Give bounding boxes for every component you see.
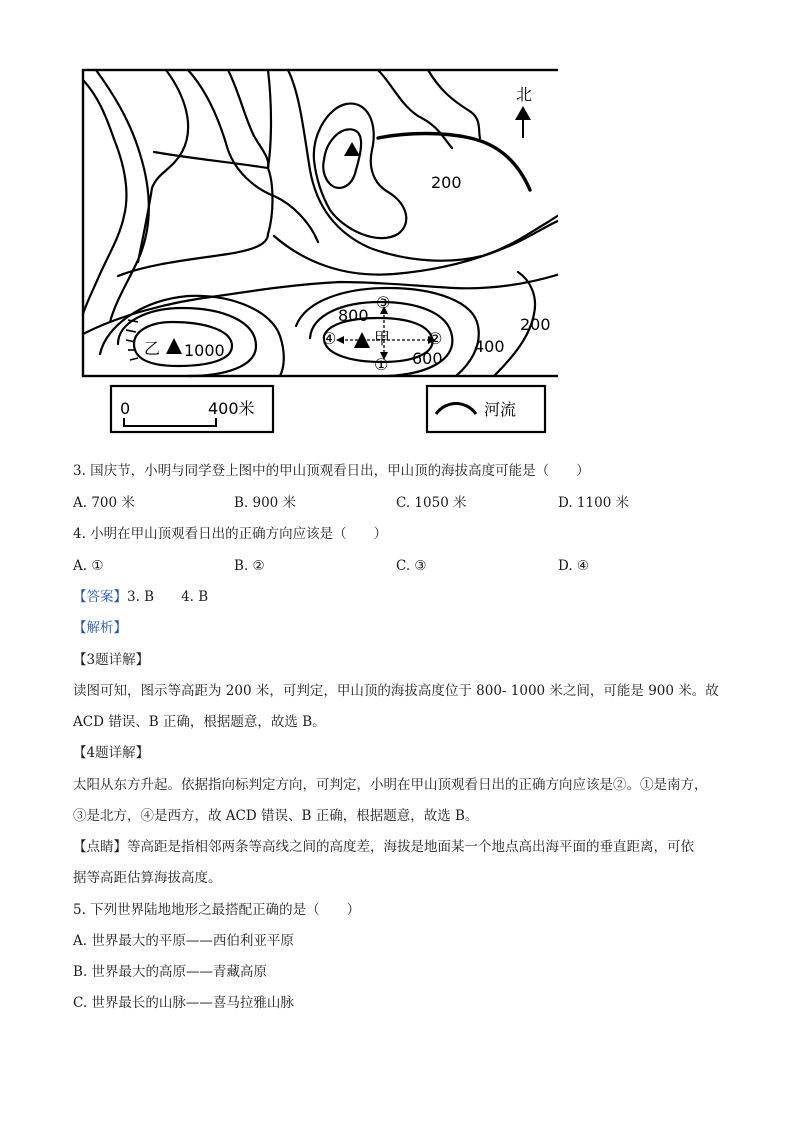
q4-option-b: B. ② [234,558,265,574]
contour-line [228,70,268,168]
d3-line2: ACD 错误、B 正确，根据题意，故选 B。 [73,714,326,730]
place-label: 甲 [374,329,391,348]
direction-marker: ① [374,355,389,374]
q3-stem: 3. 国庆节，小明与同学登上图中的甲山顶观看日出，甲山顶的海拔高度可能是（ ） [73,463,590,479]
map-frame [83,70,558,376]
peak-triangle-icon [344,142,360,156]
north-arrow-icon [515,106,531,120]
legend-label: 河流 [484,400,517,419]
q5-stem: 5. 下列世界陆地地形之最搭配正确的是（ ） [73,902,361,918]
peak-triangle-icon [166,338,182,354]
tip-line1 [73,837,694,857]
contour-line [83,80,126,314]
answer-text: 3. B 4. B [127,589,209,605]
d4-title: 【4题详解】 [73,745,150,761]
d4-line1: 太阳从东方升起。依据指向标判定方向，可判定，小明在甲山顶观看日出的正确方向应该是②。①是南方， [73,777,708,793]
tip-tag: 【点睛】 [73,839,127,855]
contour-line [323,129,361,188]
north-label: 北 [516,85,533,104]
contour-label: 600 [412,349,443,368]
analysis-tag: 【解析】 [73,620,127,636]
scale-bar [124,418,216,426]
contour-line [314,104,406,239]
tip-text: 等高距是指相邻两条等高线之间的高度差，海拔是地面某一个地点高出海平面的垂直距离，可依 [127,839,694,855]
contour-line [152,70,188,188]
contour-label: 800 [338,306,369,325]
q4-option-a: A. ① [73,558,104,574]
answer-line [73,587,208,607]
answer-tag: 【答案】 [73,589,127,605]
q4-option-d: D. ④ [558,558,590,574]
d3-line1: 读图可知，图示等高距为 200 米，可判定，甲山顶的海拔高度位于 800- 1000 米之间，可能是 900 米。故 [73,683,719,699]
contour-line [188,70,318,242]
q4-option-c: C. ③ [396,558,427,574]
d3-title: 【3题详解】 [73,652,150,668]
contour-line [268,70,271,168]
q4-stem: 4. 小明在甲山顶观看日出的正确方向应该是（ ） [73,526,388,542]
contour-label: 400 [474,337,505,356]
q3-option-b: B. 900 米 [234,495,297,511]
q3-option-d: D. 1100 米 [558,495,630,511]
q3-option-a: A. 700 米 [73,495,135,511]
scale-zero: 0 [120,399,131,418]
contour-map [78,64,558,440]
q3-option-c: C. 1050 米 [396,495,467,511]
place-label: 乙 [144,339,161,358]
direction-marker: ④ [322,329,337,348]
q5-option-a: A. 世界最大的平原——西伯利亚平原 [73,933,294,949]
contour-label: 200 [520,315,551,334]
contour-line [96,70,149,322]
q5-option-b: B. 世界最大的高原——青藏高原 [73,964,268,980]
contour-label: 200 [431,173,462,192]
tip-line2: 据等高距估算海拔高度。 [73,870,222,886]
contour-label: 1000 [184,341,225,360]
contour-line [274,220,558,275]
d4-line2: ③是北方，④是西方，故 ACD 错误、B 正确，根据题意，故选 B。 [73,808,479,824]
direction-marker: ② [428,329,443,348]
scale-distance: 400米 [208,399,255,418]
q5-option-c: C. 世界最长的山脉——喜马拉雅山脉 [73,995,294,1011]
contour-line [138,188,152,262]
direction-marker: ③ [376,293,391,312]
river-legend-icon [436,404,476,415]
